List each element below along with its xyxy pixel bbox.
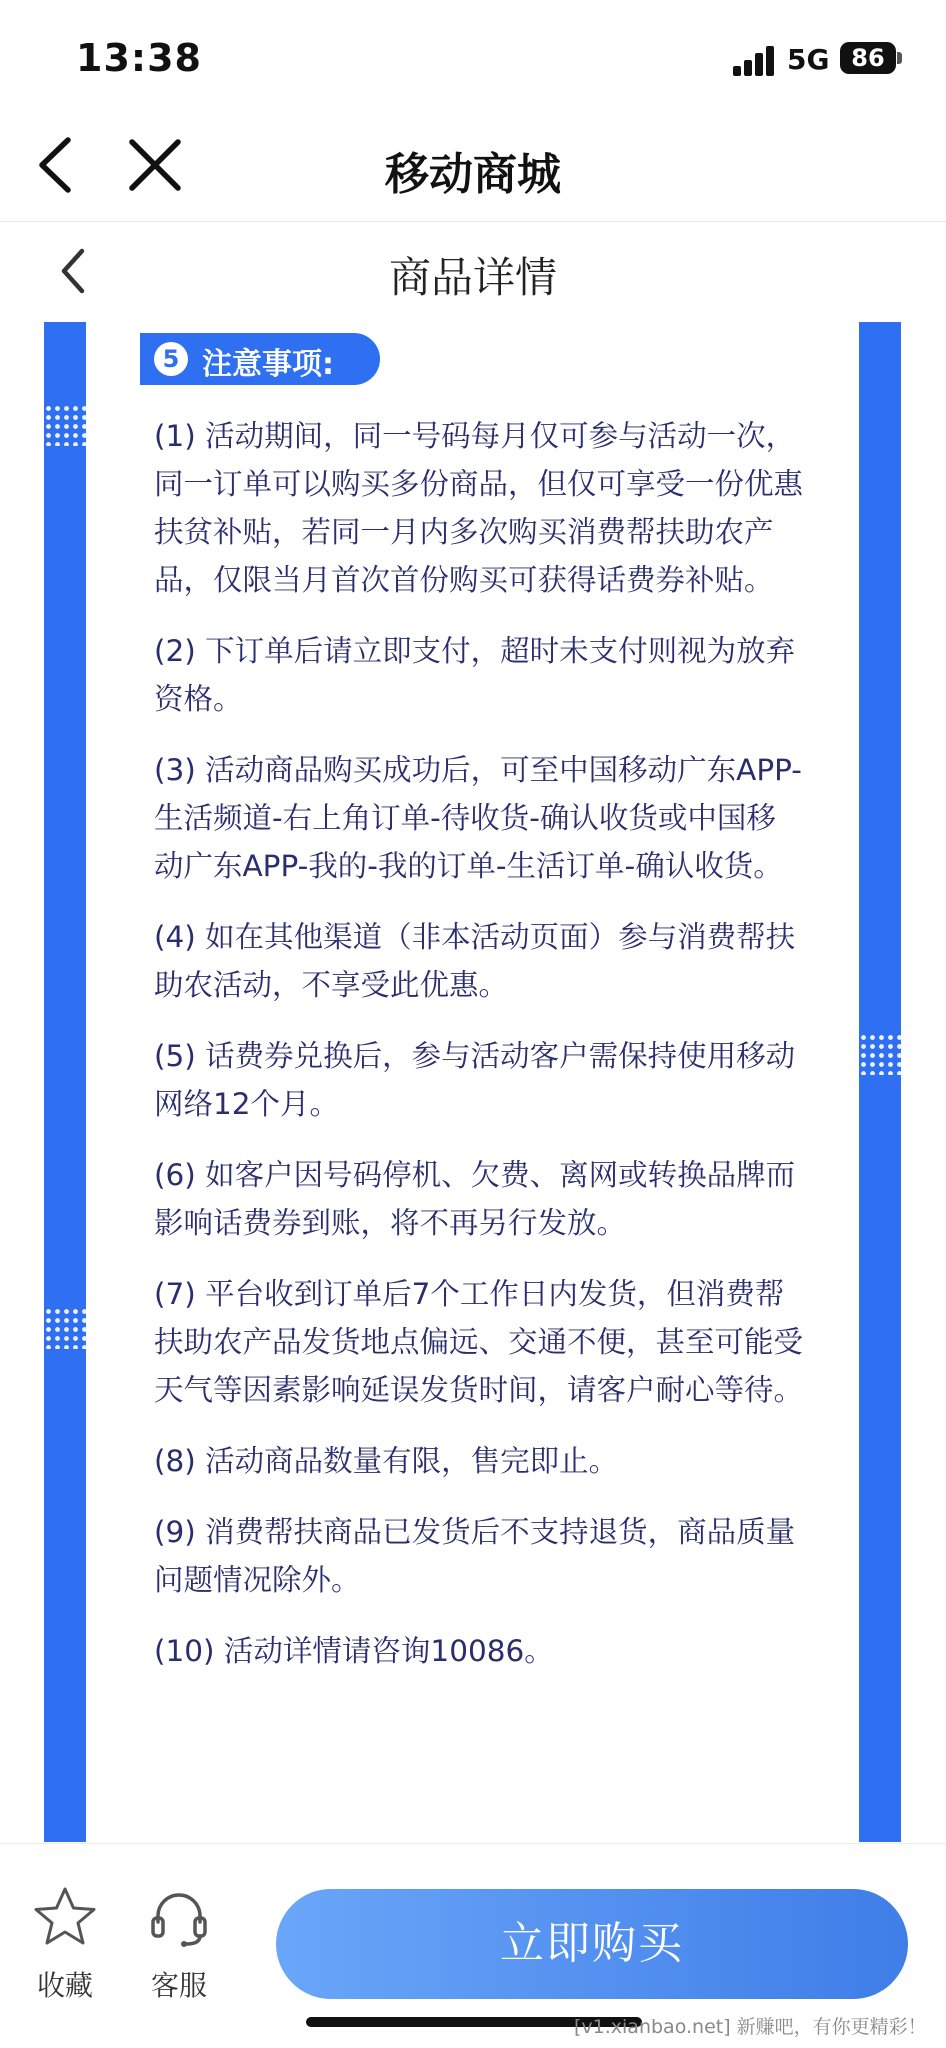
app-title: 移动商城 [385,149,561,200]
dot-pattern-decoration [44,404,88,446]
left-stripe [44,322,86,1842]
note-item: (10) 活动详情请咨询10086。 [154,1634,554,1668]
customer-service-label: 客服 [150,1969,207,2002]
note-item: (1) 活动期间，同一号码每月仅可参与活动一次，同一订单可以购买多份商品，但仅可享受一份优惠扶贫补贴，若同一月内多次购买消费帮扶助农产品，仅限当月首次首份购买可获得话费券补贴。 [154,419,804,597]
page-title: 商品详情 [388,253,557,302]
signal-icon [733,46,777,76]
section-header [140,333,380,385]
note-item: (9) 消费帮扶商品已发货后不支持退货，商品质量问题情况除外。 [154,1515,796,1597]
section-title: 注意事项: [202,347,334,382]
battery-icon [840,42,896,74]
customer-service-button[interactable] [144,1884,214,2002]
watermark-text: [v1.xianbao.net] 新赚吧，有你更精彩！ [574,2016,927,2038]
app-header [0,110,946,222]
battery-level: 86 [851,44,885,72]
dot-pattern-decoration [859,1033,903,1075]
favorite-label: 收藏 [36,1969,93,2002]
notes-list [154,412,804,1698]
note-item: (6) 如客户因号码停机、欠费、离网或转换品牌而影响话费券到账，将不再另行发放。 [154,1158,796,1240]
dot-pattern-decoration [44,1307,88,1349]
battery-tip [897,52,902,64]
status-bar [0,0,946,110]
buy-now-button[interactable]: 立即购买 [276,1889,908,1999]
note-item: (3) 活动商品购买成功后，可至中国移动广东APP-生活频道-右上角订单-待收货-确认收货或中国移动广东APP-我的-我的订单-生活订单-确认收货。 [154,753,802,883]
note-item: (4) 如在其他渠道（非本活动页面）参与消费帮扶助农活动，不享受此优惠。 [154,920,796,1002]
status-time: 13:38 [76,36,202,80]
sub-header [0,223,946,318]
favorite-button[interactable] [30,1884,100,2002]
note-item: (7) 平台收到订单后7个工作日内发货，但消费帮扶助农产品发货地点偏远、交通不便，甚至可能受天气等因素影响延误发货时间，请客户耐心等待。 [154,1277,804,1407]
star-icon [32,1884,98,1950]
section-number-badge: 5 [154,342,188,376]
right-stripe [859,322,901,1842]
network-type: 5G [787,43,830,76]
note-item: (8) 活动商品数量有限，售完即止。 [154,1444,619,1478]
note-item: (2) 下订单后请立即支付，超时未支付则视为放弃资格。 [154,634,796,716]
note-item: (5) 话费券兑换后，参与活动客户需保持使用移动网络12个月。 [154,1039,796,1121]
headset-icon [146,1884,212,1950]
